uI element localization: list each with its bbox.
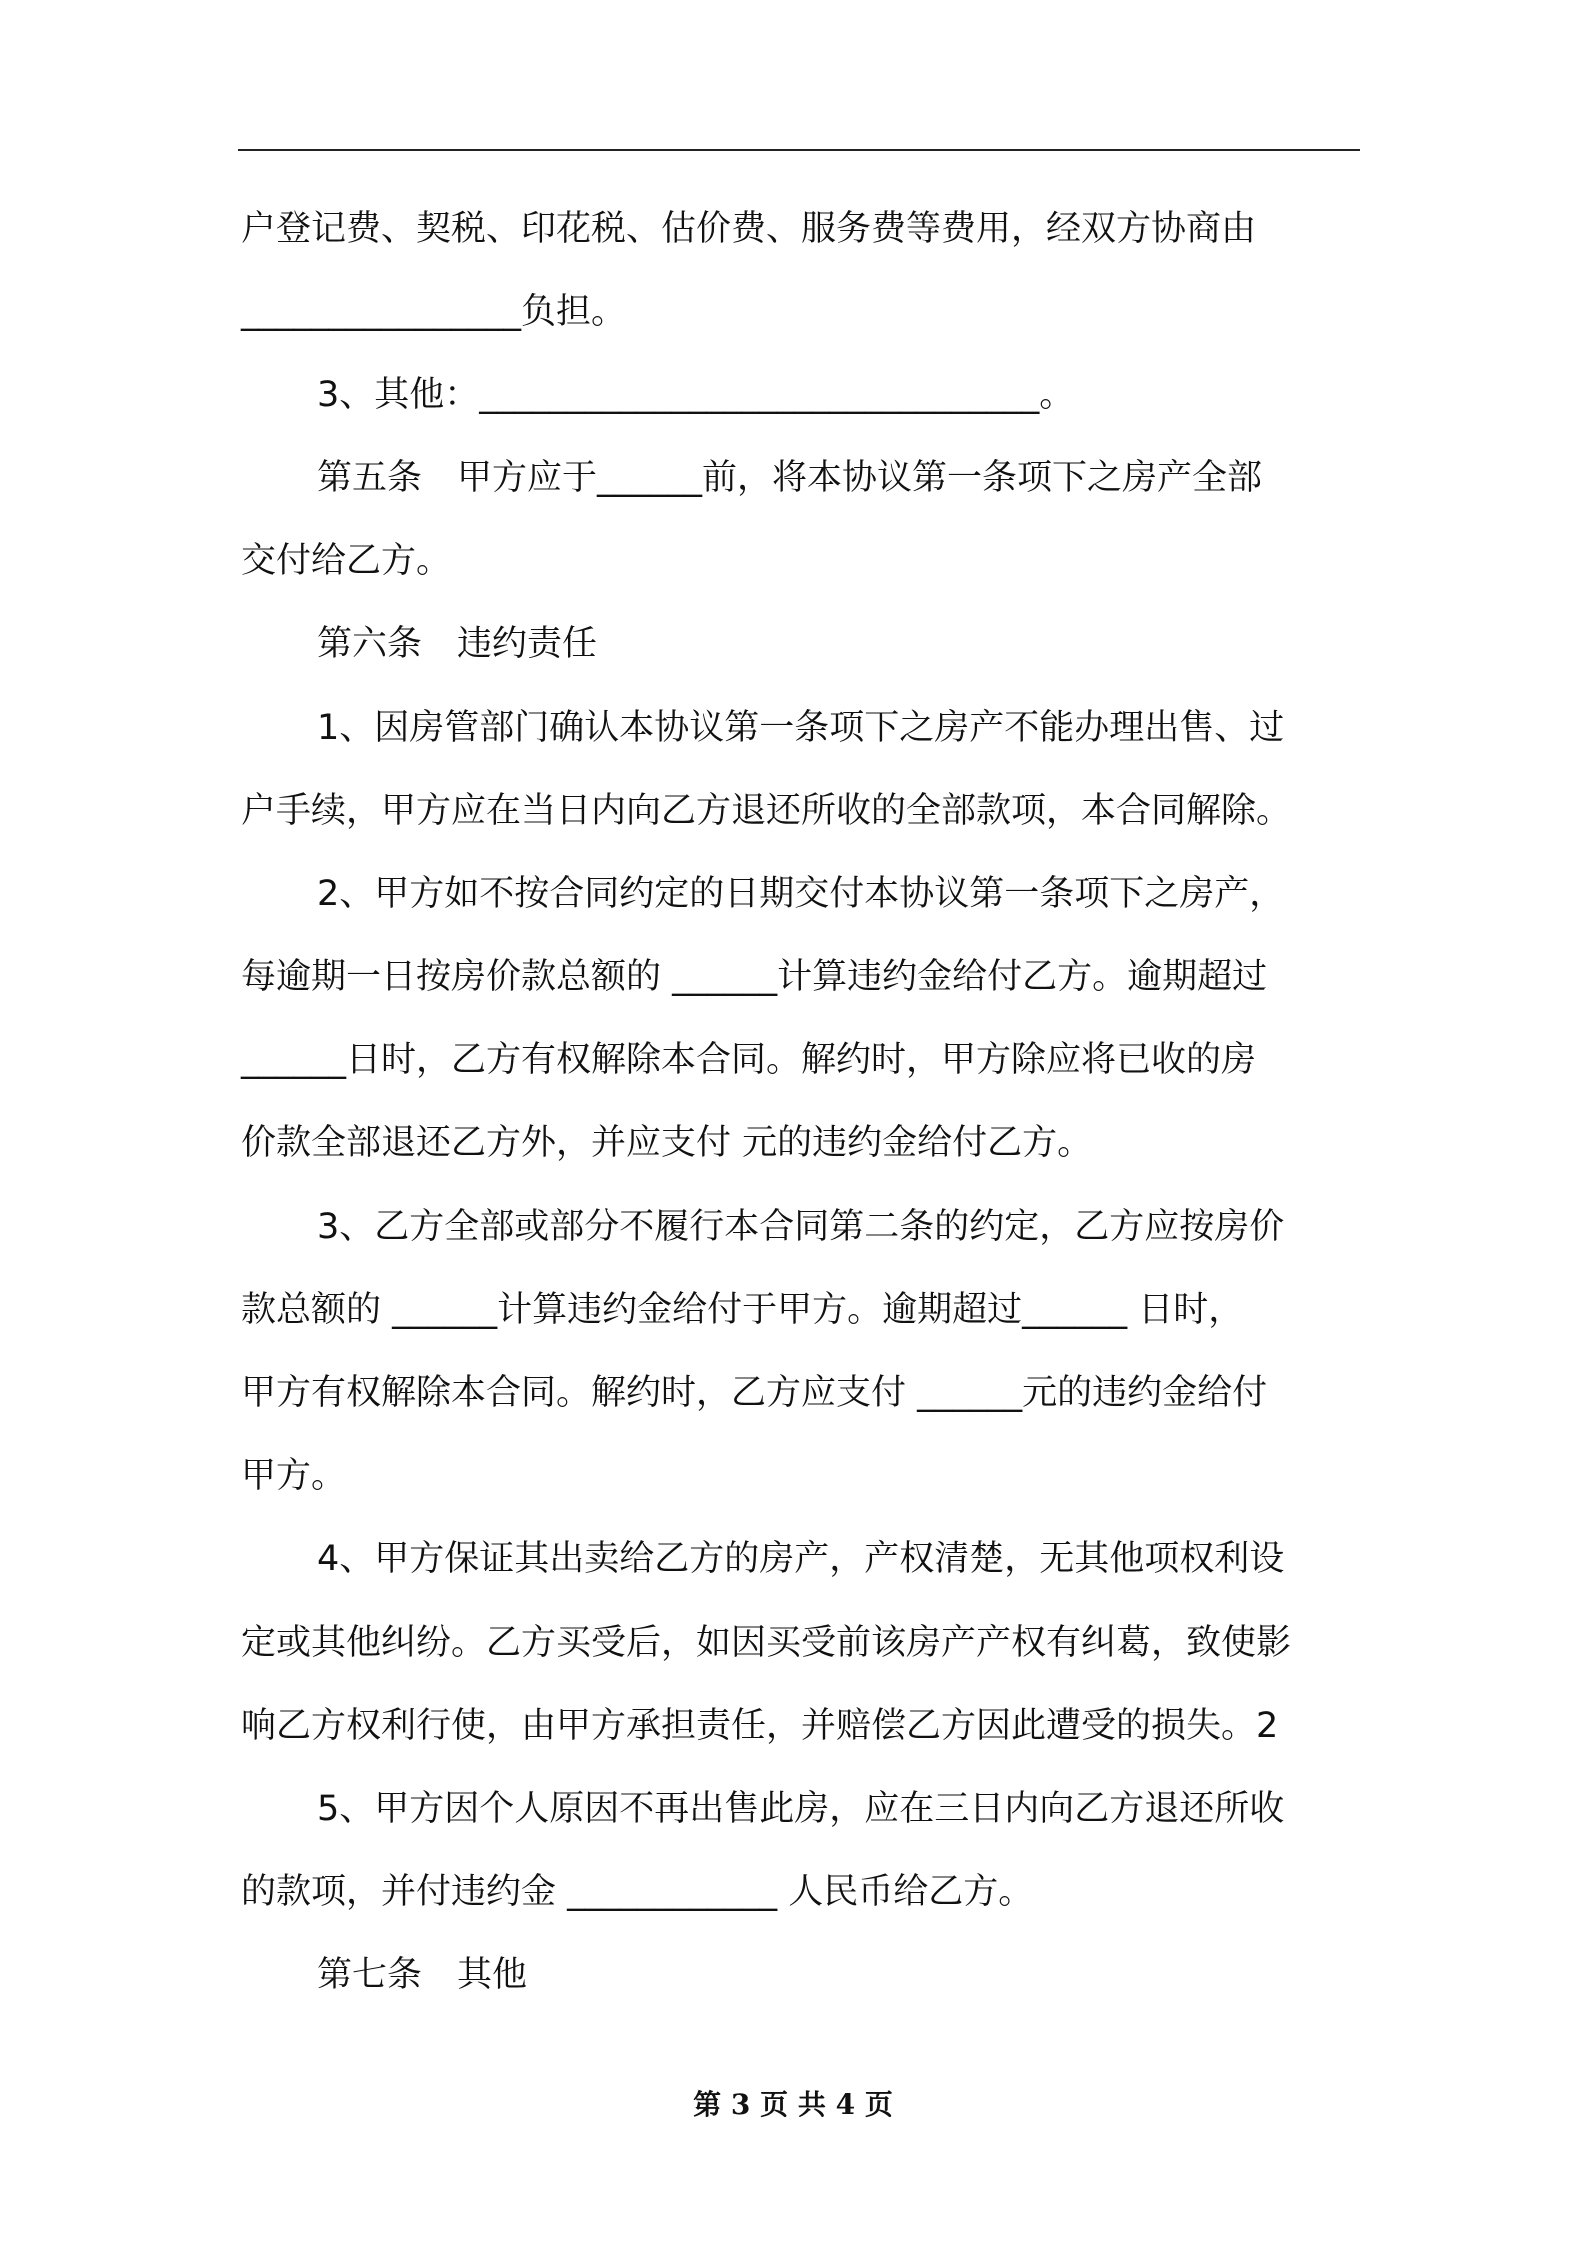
text-line-19: 响乙方权利行使，由甲方承担责任，并赔偿乙方因此遭受的损失。2 — [241, 1706, 1279, 1746]
text-line-7: 1、因房管部门确认本协议第一条项下之房产不能办理出售、过 — [317, 708, 1285, 748]
text-line-2: ________________负担。 — [241, 292, 627, 332]
text-line-12: 价款全部退还乙方外，并应支付 元的违约金给付乙方。 — [241, 1123, 1093, 1163]
text-line-17: 4、甲方保证其出卖给乙方的房产，产权清楚，无其他项权利设 — [317, 1539, 1285, 1579]
text-line-20: 5、甲方因个人原因不再出售此房，应在三日内向乙方退还所收 — [317, 1789, 1285, 1829]
text-line-15: 甲方有权解除本合同。解约时，乙方应支付 ______元的违约金给付 — [241, 1373, 1268, 1413]
text-line-1: 户登记费、契税、印花税、估价费、服务费等费用，经双方协商由 — [241, 209, 1257, 249]
article-6-heading: 第六条 违约责任 — [317, 624, 598, 664]
text-line-5: 交付给乙方。 — [241, 541, 452, 581]
text-line-14: 款总额的 ______计算违约金给付于甲方。逾期超过______ 日时， — [241, 1290, 1244, 1330]
text-line-18: 定或其他纠纷。乙方买受后，如因买受前该房产产权有纠葛，致使影 — [241, 1623, 1292, 1663]
text-line-10: 每逾期一日按房价款总额的 ______计算违约金给付乙方。逾期超过 — [241, 957, 1268, 997]
article-7-heading: 第七条 其他 — [317, 1955, 528, 1995]
text-line-8: 户手续，甲方应在当日内向乙方退还所收的全部款项，本合同解除。 — [241, 791, 1292, 831]
article-5-heading: 第五条 甲方应于______前，将本协议第一条项下之房产全部 — [317, 458, 1263, 498]
text-line-3: 3、其他：________________________________。 — [317, 375, 1075, 415]
page-footer: 第 3 页 共 4 页 — [693, 2088, 893, 2121]
text-line-13: 3、乙方全部或部分不履行本合同第二条的约定，乙方应按房价 — [317, 1207, 1285, 1247]
header-rule — [238, 149, 1360, 151]
text-line-11: ______日时，乙方有权解除本合同。解约时，甲方除应将已收的房 — [241, 1040, 1257, 1080]
text-line-16: 甲方。 — [241, 1456, 347, 1496]
text-line-21: 的款项，并付违约金 ____________ 人民币给乙方。 — [241, 1872, 1034, 1912]
text-line-9: 2、甲方如不按合同约定的日期交付本协议第一条项下之房产， — [317, 874, 1285, 914]
